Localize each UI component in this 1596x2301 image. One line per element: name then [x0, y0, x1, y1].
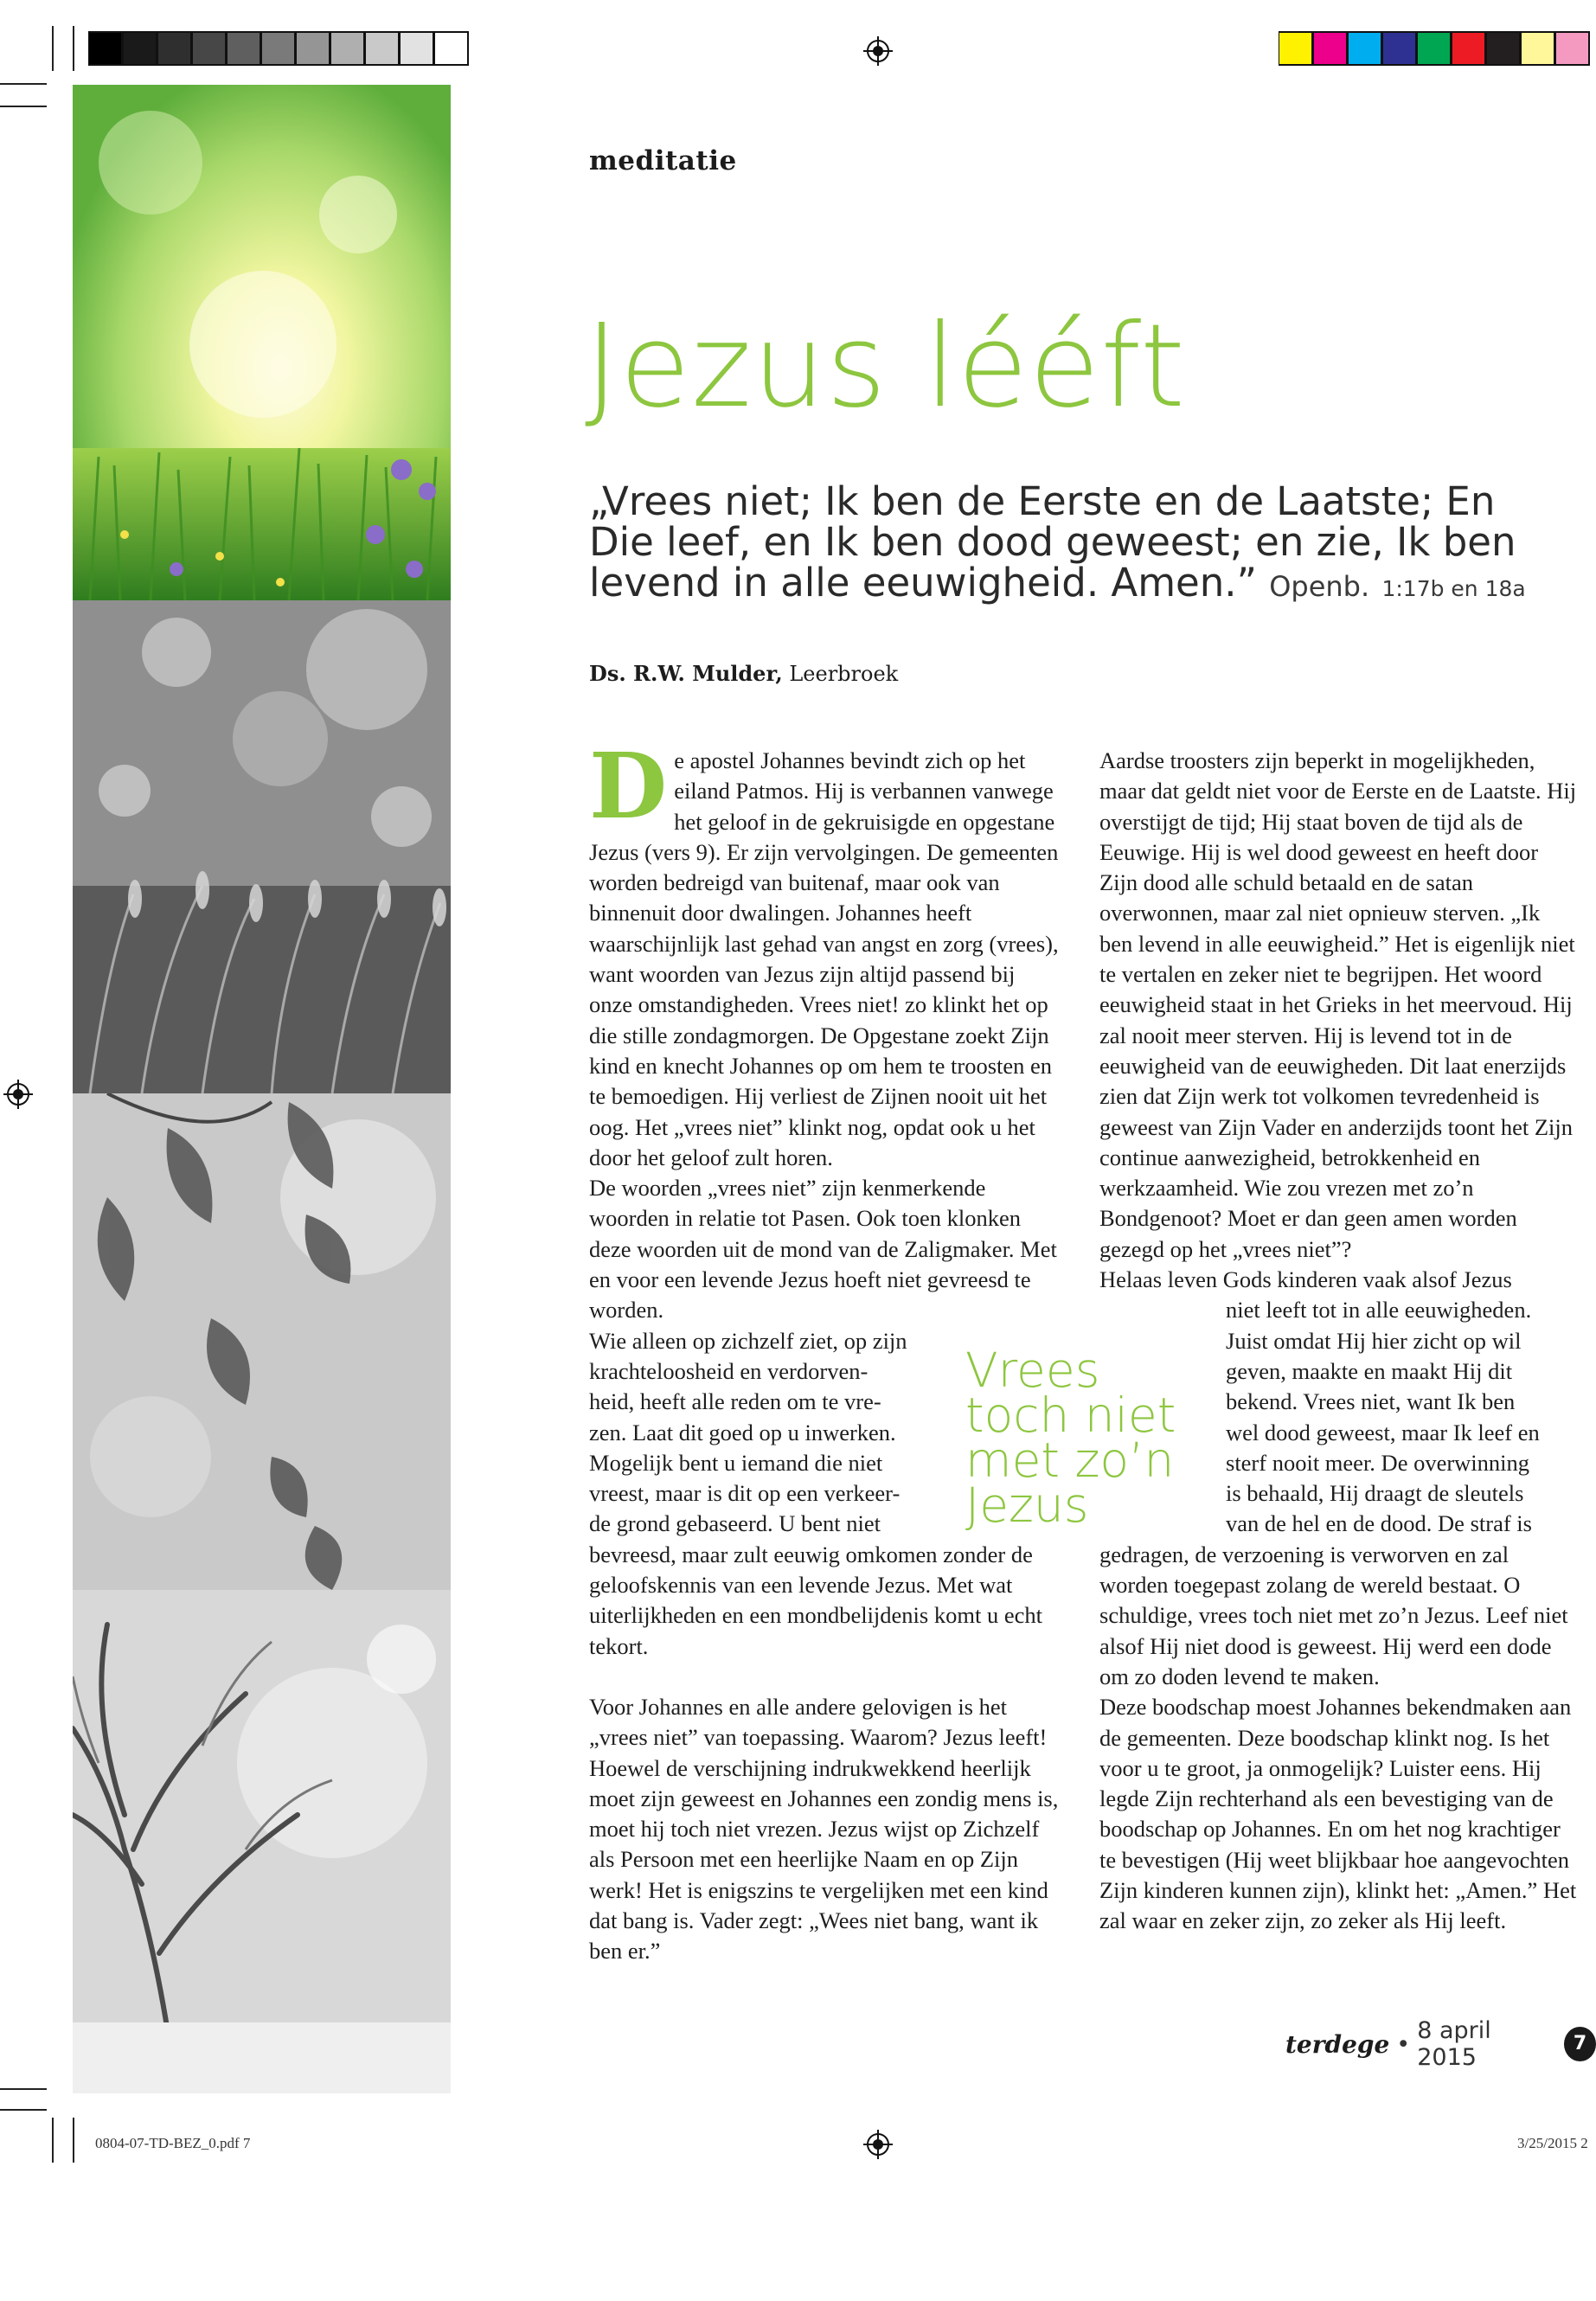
- crop-mark: [73, 26, 74, 71]
- quote-reference-verse: 1:17b en 18a: [1381, 576, 1526, 601]
- text-line: zen. Laat dit goed op u inwerken.: [589, 1419, 896, 1445]
- registration-mark-icon: [863, 36, 893, 66]
- body-paragraph: gedragen, de verzoening is verworven en zal worden toegepast zolang de wereld bestaat. O schuldige, vrees toch niet met zo’n Jezus. Leef niet alsof Hij niet dood is geweest. Hij werd een dode om zo doden levend te maken.: [1099, 1541, 1568, 1689]
- crop-mark: [52, 26, 54, 71]
- crop-mark: [52, 2118, 54, 2163]
- falling-leaves-image: [73, 1093, 451, 1590]
- text-line: Mogelijk bent u iemand die niet: [589, 1449, 883, 1476]
- text-line: is behaald, Hij draagt de sleutels: [1226, 1480, 1524, 1507]
- body-paragraph-first-line: Helaas leven Gods kinderen vaak alsof Jezus: [1099, 1266, 1512, 1293]
- byline: [589, 661, 898, 686]
- text-line: krachteloosheid en verdorven-: [589, 1357, 869, 1384]
- text-line: niet leeft tot in alle eeuwigheden.: [1226, 1297, 1532, 1324]
- frosted-tree-image: [73, 1590, 451, 2093]
- crop-mark: [73, 2118, 74, 2163]
- quote-reference-book: Openb.: [1269, 570, 1370, 603]
- article-title: Jezus lééft: [585, 300, 1186, 433]
- crop-mark: [0, 2109, 47, 2111]
- body-paragraph: Deze boodschap moest Johannes bekendmaken aan de gemeenten. Deze boodschap klinkt nog. Is het voor u te groot, ja onmogelijk? Luister eens. Hij legde Zijn rechterhand als een bevestiging van de boodschap op Johannes. En om het nog krachtiger te bevestigen (Hij weet blijkbaar hoe aangevochten Zijn kinderen kunnen zijn), klinkt het: „Amen.” Het zal waar en zeker zijn, zo zeker als Hij leeft.: [1099, 1694, 1577, 1934]
- text-line: van de hel en de dood. De straf is: [1226, 1510, 1532, 1537]
- page-number: 7: [1564, 2027, 1596, 2061]
- issue-date: 8 april 2015: [1417, 2017, 1491, 2071]
- pull-quote-line: met zo’n: [965, 1433, 1175, 1488]
- text-line: de grond gebaseerd. U bent niet: [589, 1510, 881, 1537]
- text-line: wel dood geweest, maar Ik leef en: [1226, 1419, 1540, 1445]
- page-footer: [1285, 2017, 1596, 2071]
- crop-mark: [0, 83, 47, 85]
- article-column-2: [1099, 746, 1579, 1937]
- body-paragraph: Aardse troosters zijn beperkt in mogelijkheden, maar dat geldt niet voor de Eerste en de Laatste. Hij overstijgt de tijd; Hij staat boven de tijd als de Eeuwige. Hij is wel dood geweest en heeft door Zijn dood alle schuld betaald en de satan overwonnen, maar zal niet opnieuw sterven. „Ik ben levend in alle eeuwigheid.” Het is eigenlijk niet te vertalen en zeker niet te begrijpen. Het woord eeuwigheid staat in het Grieks in het meervoud. Hij zal nooit meer sterven. Hij is levend tot in de eeuwigheid van de eeuwigheden. Dit laat enerzijds zien dat Zijn werk tot volkomen tevredenheid is geweest van Zijn Vader en anderzijds toont het Zijn continue aanwezigheid, betrokkenheid en werkzaamheid. Wie zou vrezen met zo’n Bondgenoot? Moet er dan geen amen worden gezegd op het „vrees niet”?: [1099, 747, 1577, 1262]
- print-slug-right: 3/25/2015 2: [1517, 2135, 1588, 2151]
- registration-mark-icon: [863, 2130, 893, 2159]
- text-line: heid, heeft alle reden om te vre-: [589, 1388, 881, 1415]
- bokeh-grain-image: [73, 600, 451, 1093]
- text-line: geven, maakte en maakt Hij dit: [1226, 1357, 1513, 1384]
- crop-mark: [0, 2088, 47, 2090]
- body-paragraph: Voor Johannes en alle andere gelovigen is het „vrees niet” van toepassing. Waarom? Jezus leeft! Hoewel de verschijning indrukwekkend heerlijk moet zijn geweest en Johannes een zondig mens is, moet hij toch niet vrezen. Jezus wijst op Zichzelf als Persoon met een heerlijke Naam en op Zijn werk! Het is enigszins te vergelijken met een kind dat bang is. Vader zegt: „Wees niet bang, want ik ben er.”: [589, 1693, 1059, 1965]
- text-line: bekend. Vrees niet, want Ik ben: [1226, 1388, 1516, 1415]
- footer-bullet: •: [1396, 2030, 1411, 2058]
- registration-mark-icon: [3, 1080, 33, 1109]
- grayscale-calibration-bar: [88, 31, 469, 66]
- text-line: Wie alleen op zichzelf ziet, op zijn: [589, 1327, 907, 1354]
- crop-mark: [0, 106, 47, 107]
- body-paragraph: bevreesd, maar zult eeuwig omkomen zonder de geloofskennis van een levende Jezus. Met wat uiterlijkheden en een mondbelijdenis komt u echt tekort.: [589, 1541, 1042, 1659]
- text-line: vreest, maar is dit op een verkeer-: [589, 1480, 901, 1507]
- print-slug-left: 0804-07-TD-BEZ_0.pdf 7: [95, 2135, 251, 2151]
- pull-quote-line: Jezus: [965, 1477, 1089, 1533]
- drop-cap: D: [589, 733, 668, 839]
- magazine-logo: terdege: [1285, 2029, 1390, 2059]
- wrapped-paragraph-lines: [1226, 1295, 1579, 1539]
- spring-meadow-image: [73, 85, 451, 600]
- pull-quote-line: Vrees: [965, 1343, 1100, 1398]
- quote-text: „Vrees niet; Ik ben de Eerste en de Laatste; En Die leef, en Ik ben dood geweest; en zie, Ik ben levend in alle eeuwigheid. Amen.”: [589, 478, 1516, 606]
- text-line: Juist omdat Hij hier zicht op wil: [1226, 1327, 1522, 1354]
- scripture-quote: [589, 478, 1541, 609]
- pull-quote-line: toch niet: [965, 1388, 1176, 1443]
- section-label: meditatie: [589, 145, 737, 176]
- body-paragraph: De woorden „vrees niet” zijn kenmerkende woorden in relatie tot Pasen. Ook toen klonken deze woorden uit de mond van de Zaligmaker. Met en voor een levende Jezus hoeft niet gevreesd te worden.: [589, 1175, 1057, 1324]
- pull-quote: [965, 1343, 1176, 1533]
- author-name: Ds. R.W. Mulder,: [589, 661, 783, 686]
- color-calibration-bar: [1279, 31, 1590, 66]
- wrapped-paragraph-lines: [589, 1326, 961, 1540]
- intro-paragraph: De apostel Johannes bevindt zich op het eiland Patmos. Hij is verbannen vanwege het geloof in de gekruisigde en opgestane Jezus (vers 9). Er zijn vervolgingen. De gemeenten worden bedreigd van buitenaf, maar ook van binnenuit door dwalingen. Johannes heeft waarschijnlijk last gehad van angst en zorg (vrees), want woorden van Jezus zijn altijd passend bij onze omstandigheden. Vrees niet! zo klinkt het op die stille zondagmorgen. De Opgestane zoekt Zijn kind en knecht Johannes op om hem te troosten en te bemoedigen. Hij verliest de Zijnen nooit uit het oog. Het „vrees niet” klinkt nog, opdat ook u het door het geloof zult horen.: [589, 733, 1059, 1170]
- author-place: Leerbroek: [789, 662, 899, 686]
- text-line: sterf nooit meer. De overwinning: [1226, 1449, 1530, 1476]
